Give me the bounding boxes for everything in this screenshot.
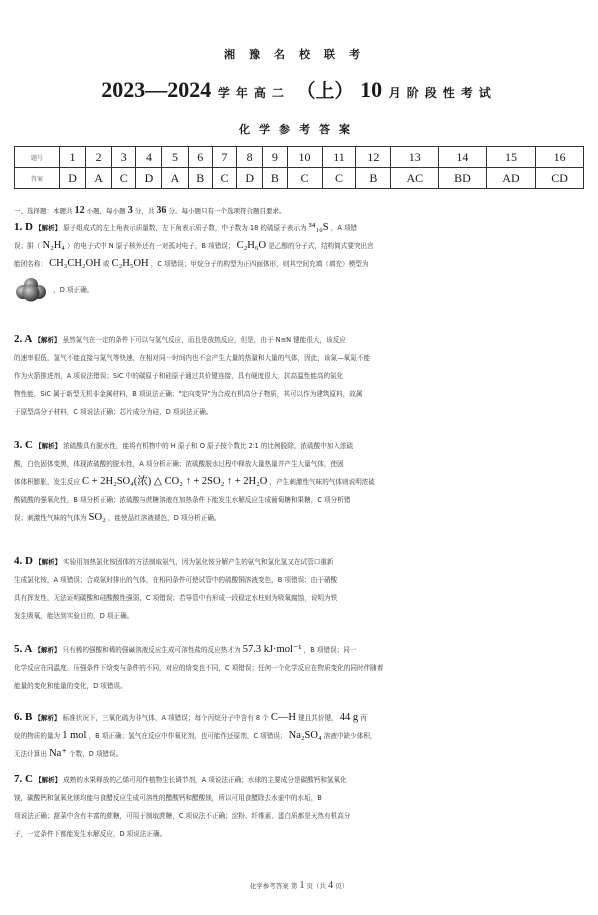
formula: 44 g: [339, 712, 359, 723]
analysis-text: 能团名称：: [14, 260, 47, 268]
formula: Na₂SO₄: [288, 730, 322, 741]
question-number-answer: 4. D: [14, 555, 33, 567]
analysis-text: 成熟的水果释放的乙烯可用作植物生长调节剂，A 项说法正确；水球的主要成分是碳酸钙和氢氧化: [63, 776, 347, 784]
section-text: 分。每小题只有一个选项符合题目要求。: [168, 207, 286, 215]
question-number: 4: [136, 147, 162, 168]
analysis-text: 键且共价键，: [298, 714, 338, 722]
question-number: 6: [188, 147, 212, 168]
question-line: [14, 509, 586, 527]
question-line: 镁，碳酸钙和氢氧化镁均能与食醋反应生成可溶性的醋酸钙和醋酸镁，所以可用食醋除去水壶中的水垢，B: [14, 794, 322, 802]
question-line: [14, 277, 586, 303]
formula: SO₂: [88, 512, 106, 523]
question-number: 3: [112, 147, 136, 168]
analysis-text: 标准状况下，三氧化硫为非气体，A 项错误；每个丙烷分子中含有 8 个: [62, 714, 269, 722]
answer-cell: B: [356, 168, 391, 189]
answer-table-answer-row: [15, 168, 584, 189]
exam-term: （上）: [296, 80, 354, 102]
answer-cell: D: [136, 168, 162, 189]
question-line: 能量的变化和能量的变化，D 项错误。: [14, 682, 127, 690]
question-2: [14, 330, 586, 421]
answer-cell: C: [287, 168, 322, 189]
section-text: 小题，每小题: [86, 207, 126, 215]
question-number-answer: 1. D: [14, 221, 33, 233]
answer-cell: CD: [536, 168, 584, 189]
section-total: 36: [156, 205, 167, 216]
analysis-text: 浓硫酸具有脱水性，能将有机物中的 H 原子和 O 原子按个数比 2∶1 的比例脱除，浓硫酸中加入浓硫: [63, 442, 354, 450]
question-line: [14, 770, 586, 789]
question-number: 2: [86, 147, 112, 168]
question-line: [14, 745, 586, 763]
section-score: 3: [127, 205, 133, 216]
chemical-equation: C + 2H₂SO₄(浓) △ CO₂ ↑ + 2SO₂ ↑ + 2H₂O: [82, 476, 268, 487]
analysis-tag: 【解析】: [35, 442, 62, 450]
section-text: 一、选择题：本题共: [14, 207, 73, 215]
formula: C₂H₆O: [236, 240, 267, 251]
answer-cell: C: [112, 168, 136, 189]
footer-text: 化学参考答案: [249, 882, 289, 890]
answer-cell: A: [162, 168, 188, 189]
question-number-answer: 2. A: [14, 333, 33, 345]
question-line: 发生吸氧，能达到实验目的，D 项正确。: [14, 612, 134, 620]
question-number: 8: [237, 147, 263, 168]
exam-grade: 学年高二: [217, 86, 290, 100]
question-line: 作为火箭推进剂，A 项说法错误；SiC 中的碳原子和硅原子通过共价键连接，具有硬度很大，抗高温性能高的氮化: [14, 372, 344, 380]
question-line: 的速率很低，氢气不能直接与氮气等快速，在相对同一时间内也不会产生大量的热量和大量的气体，因此，该氮—氧氮不能: [14, 354, 371, 362]
analysis-text: ，A 项错: [330, 224, 358, 232]
question-number: 13: [391, 147, 439, 168]
analysis-tag: 【解析】: [34, 646, 61, 654]
analysis-text: ，产生刺激性气味的气体则说明浓硫: [269, 478, 375, 486]
question-number: 16: [536, 147, 584, 168]
methane-space-filling-model-icon: [14, 277, 48, 303]
question-line: 化学反应在同温度、压强条件下焓变与条件的不同，对应的焓变也不同，C 项错误；任何一个化学反应在物质变化的同时伴随着: [14, 664, 384, 672]
formula: 57.3 kJ·mol⁻¹: [242, 644, 302, 655]
question-4: [14, 552, 586, 625]
question-line: 子，一定条件下都能发生水解反应，D 项说法正确。: [14, 830, 167, 838]
analysis-text: 个数，D 项错误。: [68, 750, 123, 758]
analysis-text: ，D 项正确。: [53, 286, 94, 294]
row-label-number: 题号: [15, 147, 60, 168]
section-count: 12: [74, 205, 85, 216]
answer-cell: C: [322, 168, 356, 189]
exam-title: [0, 76, 598, 103]
answer-cell: B: [188, 168, 212, 189]
formula: C—H: [270, 712, 296, 723]
question-line: 项说法正确；甜菜中含有丰富的蔗糖，可用于制取蔗糖，C 项说法不正确；淀粉、纤维素、蛋白质都是天然有机高分: [14, 812, 351, 820]
analysis-text: ，能使品红溶液褪色，D 项分析正确。: [107, 514, 221, 522]
question-line: [14, 708, 586, 727]
answer-cell: C: [212, 168, 236, 189]
question-line: 于原型高分子材料，C 项说法正确；芯片成分为硅，D 项说法正确。: [14, 408, 213, 416]
analysis-tag: 【解析】: [34, 714, 61, 722]
footer-text: 页（共: [306, 882, 327, 890]
question-line: 物性能，SiC 属于新型无机非金属材料，B 项说法正确；"定向变异"为合成有机高分子物质，其可以作为建筑原料，故属: [14, 390, 363, 398]
analysis-text: 虽然氮气在一定的条件下可以与氢气反应，而且是放热反应，但是，由于 N≡N 键能很大，该反应: [62, 336, 346, 344]
question-5: [14, 640, 586, 695]
formula: C₂H₅OH: [111, 258, 149, 269]
page-number: 1: [299, 880, 305, 891]
analysis-text: ，C 项错误；甲烷分子的构型为正四面体形，则其空间充填（填充）模型为: [150, 260, 369, 268]
analysis-tag: 【解析】: [35, 224, 62, 232]
footer-text: 页）: [335, 882, 349, 890]
formula: N₂H₄: [42, 240, 65, 251]
question-number-answer: 3. C: [14, 439, 33, 451]
formula: CH₃CH₂OH: [49, 258, 101, 269]
analysis-text: 溶液中缺少体积，: [323, 732, 377, 740]
analysis-text: ）的电子式中 N 原子核外还有一对孤对电子，B 项错误；: [67, 242, 235, 250]
answer-table: [14, 146, 584, 189]
question-line: 酸硫酸的强氧化性，B 项分析正确；浓硫酸与蔗糖溶液在加热条件下能发生水解反应生成葡萄糖和果糖，C 项分析错: [14, 496, 351, 504]
analysis-text: ，B 项错误；同一: [303, 646, 357, 654]
question-number: 9: [263, 147, 287, 168]
question-number: 14: [439, 147, 487, 168]
exam-type: 月阶段性考试: [388, 86, 497, 100]
analysis-tag: 【解析】: [35, 776, 62, 784]
row-label-answer: 答案: [15, 168, 60, 189]
section-text: 分，共: [134, 207, 155, 215]
question-6: [14, 708, 586, 763]
question-line: [14, 255, 586, 273]
question-number-answer: 7. C: [14, 773, 33, 785]
analysis-text: 体体积膨胀，发生反应: [14, 478, 80, 486]
analysis-text: 无法计算出: [14, 750, 47, 758]
analysis-text: 只有稀的强酸和稀的强碱溶液反应生成可溶性盐的反应热才为: [62, 646, 241, 654]
question-number-answer: 6. B: [14, 711, 33, 723]
analysis-tag: 【解析】: [34, 336, 61, 344]
question-number: 1: [60, 147, 86, 168]
answer-key-title: 化学参考答案: [239, 123, 359, 136]
answer-cell: B: [263, 168, 287, 189]
answer-table-number-row: [15, 147, 584, 168]
section-heading: [14, 205, 285, 216]
answer-cell: BD: [439, 168, 487, 189]
page-total: 4: [328, 880, 334, 891]
question-line: [14, 552, 586, 571]
formula: ³⁴₁₆S: [308, 222, 329, 233]
answer-cell: D: [237, 168, 263, 189]
analysis-text: 丙: [360, 714, 367, 722]
analysis-text: 原子组成式的左上角表示质量数，左下角表示质子数，中子数为 18 的硫原子表示为: [63, 224, 307, 232]
question-line: [14, 640, 586, 659]
question-number: 15: [486, 147, 535, 168]
exam-org-title: 湘豫名校联考: [224, 48, 374, 61]
question-line: [14, 330, 586, 349]
question-number: 12: [356, 147, 391, 168]
formula: 1 mol: [62, 730, 87, 741]
question-line: 具有挥发性，无法证明碳酸和硅酸酸性强弱，C 项错误；若导管中有形成一段稳定水柱则为吸氧腐蚀，说明为铁: [14, 594, 338, 602]
question-number: 10: [287, 147, 322, 168]
analysis-text: 误；刺激性气味的气体为: [14, 514, 87, 522]
question-7: [14, 770, 586, 843]
answer-cell: AC: [391, 168, 439, 189]
question-number-answer: 5. A: [14, 643, 33, 655]
question-line: [14, 237, 586, 255]
analysis-text: 或: [102, 260, 110, 268]
formula: Na⁺: [49, 748, 67, 759]
question-1: [14, 218, 586, 303]
question-number: 11: [322, 147, 356, 168]
analysis-text: 是乙醇的分子式，结构简式要突出官: [268, 242, 374, 250]
question-line: [14, 473, 586, 491]
question-number: 5: [162, 147, 188, 168]
analysis-text: ，B 项正确；氢气在反应中作氧化剂，也可能作还原剂，C 项错误；: [88, 732, 287, 740]
analysis-text: 实验用加热氯化铵固体的方法制取氨气，因为氯化铵分解产生的氨气和氯化氢又在试管口重新: [63, 558, 334, 566]
question-line: [14, 436, 586, 455]
answer-cell: A: [86, 168, 112, 189]
analysis-tag: 【解析】: [35, 558, 62, 566]
question-number: 7: [212, 147, 236, 168]
exam-year: 2023—2024: [101, 77, 212, 102]
question-3: [14, 436, 586, 527]
analysis-text: 烷的物质的量为: [14, 732, 61, 740]
analysis-text: 误；肼（: [14, 242, 41, 250]
question-line: [14, 218, 586, 237]
page-footer: [0, 880, 598, 891]
question-line: 酸，白色固体变黑，体现浓硫酸的脱水性，A 项分析正确；浓硫酸脱水过程中释放大量热量并产生大量气体，使固: [14, 460, 344, 468]
exam-month: 10: [360, 77, 383, 102]
answer-cell: D: [60, 168, 86, 189]
footer-text: 第: [290, 882, 298, 890]
question-line: [14, 727, 586, 745]
question-line: 生成氯化铵，A 项错误；合成氨时排出的气体，在相同条件可使试管中的硫酸铜溶液变色，B 项错误；由于硝酸: [14, 576, 338, 584]
answer-cell: AD: [486, 168, 535, 189]
